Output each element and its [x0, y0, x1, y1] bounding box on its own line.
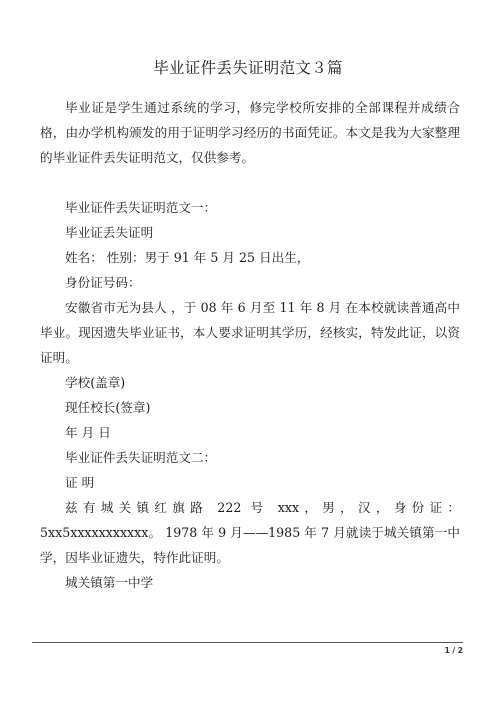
- proof-heading: 证 明: [65, 475, 95, 490]
- principal-signature-line: 现任校长(签章): [65, 400, 151, 415]
- paragraph-spacer: [40, 170, 460, 195]
- intro-paragraph: 毕业证是学生通过系统的学习，修完学校所安排的全部课程并成绩合格，由办学机构颁发的用于证明学习经历的书面凭证。本文是我为大家整理的毕业证件丢失证明范文，仅供参考。: [40, 100, 460, 165]
- section-heading-two: 毕业证件丢失证明范文二：: [65, 450, 217, 465]
- document-title: 毕业证件丢失证明范文３篇: [153, 59, 343, 77]
- certificate-heading: 毕业证丢失证明: [65, 225, 154, 240]
- id-number-line: 身份证号码：: [65, 275, 141, 290]
- document-body: [40, 95, 460, 595]
- date-line: 年 月 日: [65, 425, 111, 440]
- school-seal-line: 学校(盖章): [65, 375, 126, 390]
- section-heading-one: 毕业证件丢失证明范文一：: [65, 200, 217, 215]
- proof-body: 兹有城关镇红旗路 222 号 xxx，男，汉，身份证：5xx5xxxxxxxxxxx。 1978 年 9 月——1985 年 7 月就读于城关镇第一中学，因毕业证遗失，特作此证明。: [40, 500, 460, 565]
- name-gender-line: 姓名： 性别：男于 91 年 5 月 25 日出生，: [65, 250, 310, 265]
- certificate-body: 安徽省市无为县人 ，于 08 年 6 月至 11 年 8 月 在本校就读普通高中毕业。现因遗失毕业证书，本人要求证明其学历，经核实，特发此证，以资证明。: [40, 300, 460, 365]
- page-number: 1 / 2: [444, 646, 463, 655]
- school-name-line: 城关镇第一中学: [65, 575, 154, 590]
- page-footer: [32, 642, 463, 655]
